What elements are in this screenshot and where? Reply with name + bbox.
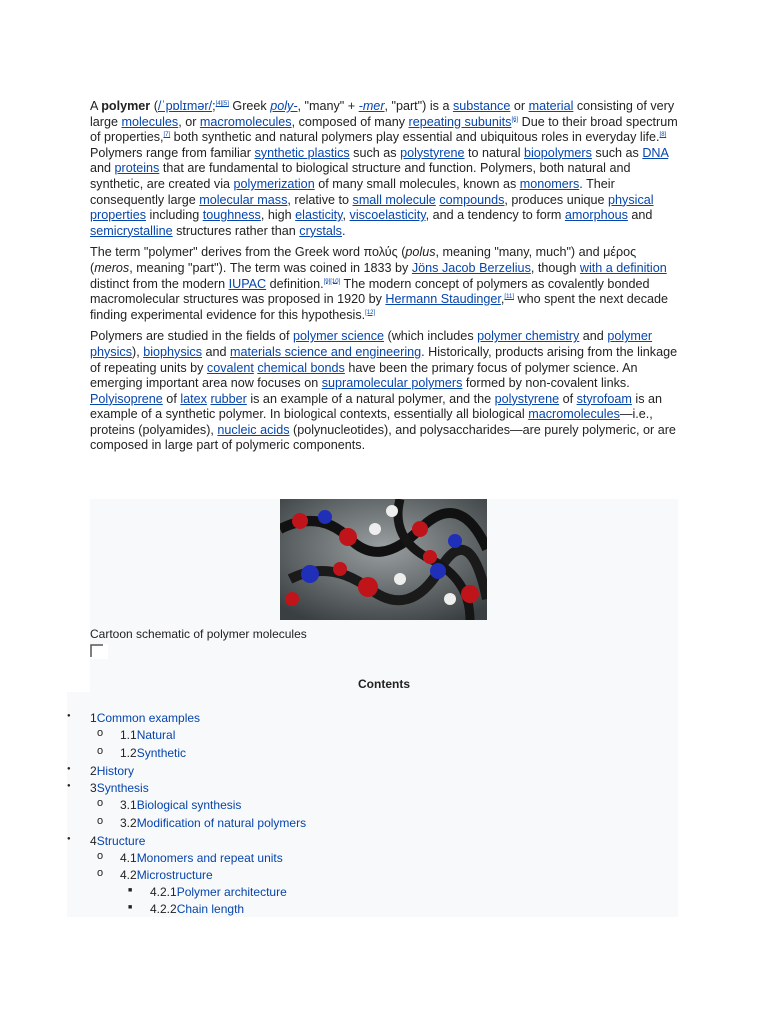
text: , "many" + [297,99,359,113]
macromolecules-link[interactable]: macromolecules [199,114,292,129]
table-of-contents [67,677,678,917]
text: such as [591,145,643,160]
polymer-science-link[interactable]: polymer science [293,329,385,344]
text: , though [530,260,580,275]
toc-title: Contents [358,677,410,691]
materials-science-link[interactable]: materials science and engineering [230,344,422,359]
text: formed by non-covalent links. [462,376,630,391]
toc-item-link[interactable]: Microstructure [136,868,213,882]
toc-item-number: 3.1 [120,798,137,812]
figure-box [90,499,678,692]
text: . Historically, products arising from the linkage of repeating units by [90,344,678,375]
polymer-physics-link[interactable]: polymer physics [90,329,653,359]
supramolecular-polymers-link[interactable]: supramolecular polymers [321,376,463,391]
toc-item-link[interactable]: History [96,764,135,778]
material-link[interactable]: material [528,99,574,113]
toc-item-number: 2 [90,764,97,778]
toc-item-number: 4.2 [120,868,137,882]
elasticity-link[interactable]: elasticity [295,208,343,223]
text: , composed of many [291,114,409,129]
text: and [90,161,115,176]
text: is an example of a synthetic polymer. In biological contexts, essentially all biological [90,391,662,422]
term-polymer: polymer [101,99,151,113]
text: Greek [228,99,271,113]
with-a-definition-link[interactable]: with a definition [579,260,667,275]
text: , relative to [287,192,353,207]
proteins-link[interactable]: proteins [114,161,160,176]
figure-caption: Cartoon schematic of polymer molecules [90,627,307,641]
etymology-paragraph [90,245,680,323]
toc-bullet-icon: o [97,727,104,739]
text: of many small molecules, known as [314,176,520,191]
toc-item-link[interactable]: Structure [96,834,146,848]
toc-item[interactable] [150,902,244,916]
repeating-subunits-link[interactable]: repeating subunits [408,114,512,129]
text: both synthetic and natural polymers play essential and ubiquitous roles in everyday life. [170,130,660,145]
citation-link[interactable]: [9][10] [323,278,341,285]
text: , [500,292,505,307]
text: distinct from the modern [90,276,229,291]
mer-link[interactable]: -mer [358,99,385,113]
toc-item[interactable] [120,816,306,830]
toc-item-link[interactable]: Synthesis [96,781,149,795]
biophysics-link[interactable]: biophysics [143,344,203,359]
viscoelasticity-link[interactable]: viscoelasticity [349,208,426,223]
text: have been the primary focus of polymer science. An emerging important area now focuses on [90,360,638,391]
polymerization-link[interactable]: polymerization [233,176,315,191]
iupac-link[interactable]: IUPAC [228,276,267,291]
toc-item-number: 1 [90,711,97,725]
text: of [162,391,181,406]
term-polus: polus [405,245,436,260]
fields-paragraph [90,329,680,454]
toc-item-link[interactable]: Biological synthesis [136,798,242,812]
text: —i.e., proteins (polyamides), [90,407,653,437]
small-molecule-link[interactable]: small molecule [352,192,436,207]
berzelius-link[interactable]: Jöns Jacob Berzelius [411,260,531,275]
text: Due to their broad spectrum of properties, [90,114,678,145]
toc-item[interactable] [120,851,283,865]
nucleic-acids-link[interactable]: nucleic acids [217,422,290,437]
text: of [559,391,577,406]
toc-item[interactable] [120,728,175,742]
text: , meaning "part"). The term was coined in 1833 by [129,260,412,275]
macromolecules-link[interactable]: macromolecules [528,407,620,422]
text: ), [132,344,144,359]
text: Polymers range from familiar [90,145,255,160]
staudinger-link[interactable]: Hermann Staudinger [385,292,501,307]
text: , meaning "many, much") and μέρος ( [90,245,637,275]
polystyrene-link[interactable]: polystyrene [400,145,465,160]
text: structures rather than [172,223,300,238]
polymer-chemistry-link[interactable]: polymer chemistry [477,329,580,344]
toc-item-link[interactable]: Chain length [176,902,245,916]
toc-item-number: 4.1 [120,851,137,865]
text: such as [349,145,401,160]
text: . [341,223,346,238]
citation-link[interactable]: [7] [163,132,171,138]
toc-item-link[interactable]: Polymer architecture [176,885,287,899]
text: Polymers are studied in the fields of [90,329,294,344]
styrofoam-link[interactable]: styrofoam [576,391,632,406]
polyisoprene-link[interactable]: Polyisoprene [90,391,163,406]
toc-item[interactable] [90,764,134,778]
toc-item-number: 4.2.2 [150,902,177,916]
toc-item-link[interactable]: Modification of natural polymers [136,816,307,830]
toc-bullet-icon: ● [67,836,71,842]
toc-item-number: 4 [90,834,97,848]
toc-item-number: 1.2 [120,746,137,760]
toc-bullet-icon: o [97,867,104,879]
toc-bullet-icon: o [97,815,104,827]
physical-properties-link[interactable]: physical properties [90,192,654,223]
toc-item-number: 1.1 [120,728,137,742]
biopolymers-link[interactable]: biopolymers [524,145,592,160]
monomers-link[interactable]: monomers [519,176,580,191]
broken-image-icon [90,644,108,659]
molecular-mass-link[interactable]: molecular mass [199,192,288,207]
synthetic-plastics-link[interactable]: synthetic plastics [254,145,350,160]
text: definition. [266,276,324,291]
compounds-link[interactable]: compounds [439,192,505,207]
text: is an example of a natural polymer, and the [246,391,495,406]
polymer-molecules-image[interactable] [280,499,487,620]
text: or [510,99,529,113]
toc-item[interactable] [120,798,241,812]
text: and [202,344,231,359]
toc-bullet-icon: ● [67,783,71,789]
toc-item-number: 3 [90,781,97,795]
text: ; [212,99,216,113]
toc-item[interactable] [90,781,149,795]
toc-item-link[interactable]: Monomers and repeat units [136,851,283,865]
text: , "part") is a [384,99,453,113]
text: who spent the next decade finding experimental evidence for this hypothesis. [90,292,669,322]
citation-link[interactable]: [12] [365,309,376,316]
intro-paragraph [90,99,680,239]
text: and [627,208,653,223]
text: A [90,99,102,113]
text: , high [260,208,296,223]
text: ( [150,99,158,113]
polystyrene-link[interactable]: polystyrene [494,391,560,406]
toughness-link[interactable]: toughness [202,208,261,223]
toc-bullet-icon: ● [67,713,71,719]
toc-item[interactable] [150,885,287,899]
toc-bullet-icon: ● [67,766,71,772]
semicrystalline-link[interactable]: semicrystalline [90,223,173,238]
poly-link[interactable]: poly- [270,99,298,113]
chemical-bonds-link[interactable]: chemical bonds [257,360,345,375]
citation-link[interactable]: [4][5] [215,100,229,107]
toc-item[interactable] [90,834,145,848]
text: and [579,329,608,344]
toc-bullet-icon: o [97,850,104,862]
toc-bullet-icon: ■ [128,887,133,894]
toc-item[interactable] [120,868,213,882]
citation-link[interactable]: [8] [659,132,667,138]
text: that are fundamental to biological structure and function. Polymers, both natural and synthetic, are created via [90,161,631,191]
toc-item-link[interactable]: Synthetic [136,746,187,760]
text: to natural [464,145,524,160]
text: The term "polymer" derives from the Greek word πολύς ( [90,245,406,260]
substance-link[interactable]: substance [452,99,511,113]
covalent-link[interactable]: covalent [206,360,254,375]
toc-bullet-icon: o [97,797,104,809]
text: (polynucleotides), and polysaccharides—are purely polymeric, or are composed in large part of polymeric components. [90,422,676,453]
dna-link[interactable]: DNA [642,145,669,160]
amorphous-link[interactable]: amorphous [564,208,628,223]
text: , [342,208,350,223]
text: . Their consequently large [90,176,615,207]
toc-item-number: 3.2 [120,816,137,830]
ipa-link[interactable]: /ˈpɒlɪmər/ [157,99,213,113]
toc-item-number: 4.2.1 [150,885,177,899]
text: (which includes [384,329,478,344]
term-meros: meros [94,260,130,275]
toc-item[interactable] [120,746,186,760]
article-body [90,99,680,460]
text: , produces unique [504,192,609,207]
crystals-link[interactable]: crystals [299,223,342,238]
text: , and a tendency to form [425,208,565,223]
toc-item[interactable] [90,711,200,725]
citation-link[interactable]: [6] [511,116,519,123]
text: , or [178,114,200,129]
toc-item-link[interactable]: Common examples [96,711,201,725]
text: The modern concept of polymers as covalently bonded macromolecular structures was proposed in 1920 by [90,276,650,307]
latex-link[interactable]: latex [180,391,207,406]
polymer-cartoon-graphic [280,499,487,620]
toc-bullet-icon: ■ [128,904,133,911]
toc-bullet-icon: o [97,745,104,757]
citation-link[interactable]: [11] [504,293,514,300]
text: consisting of very large [90,99,675,129]
toc-item-link[interactable]: Natural [136,728,176,742]
text: including [146,208,203,223]
molecules-link[interactable]: molecules [121,114,179,129]
rubber-link[interactable]: rubber [210,391,247,406]
